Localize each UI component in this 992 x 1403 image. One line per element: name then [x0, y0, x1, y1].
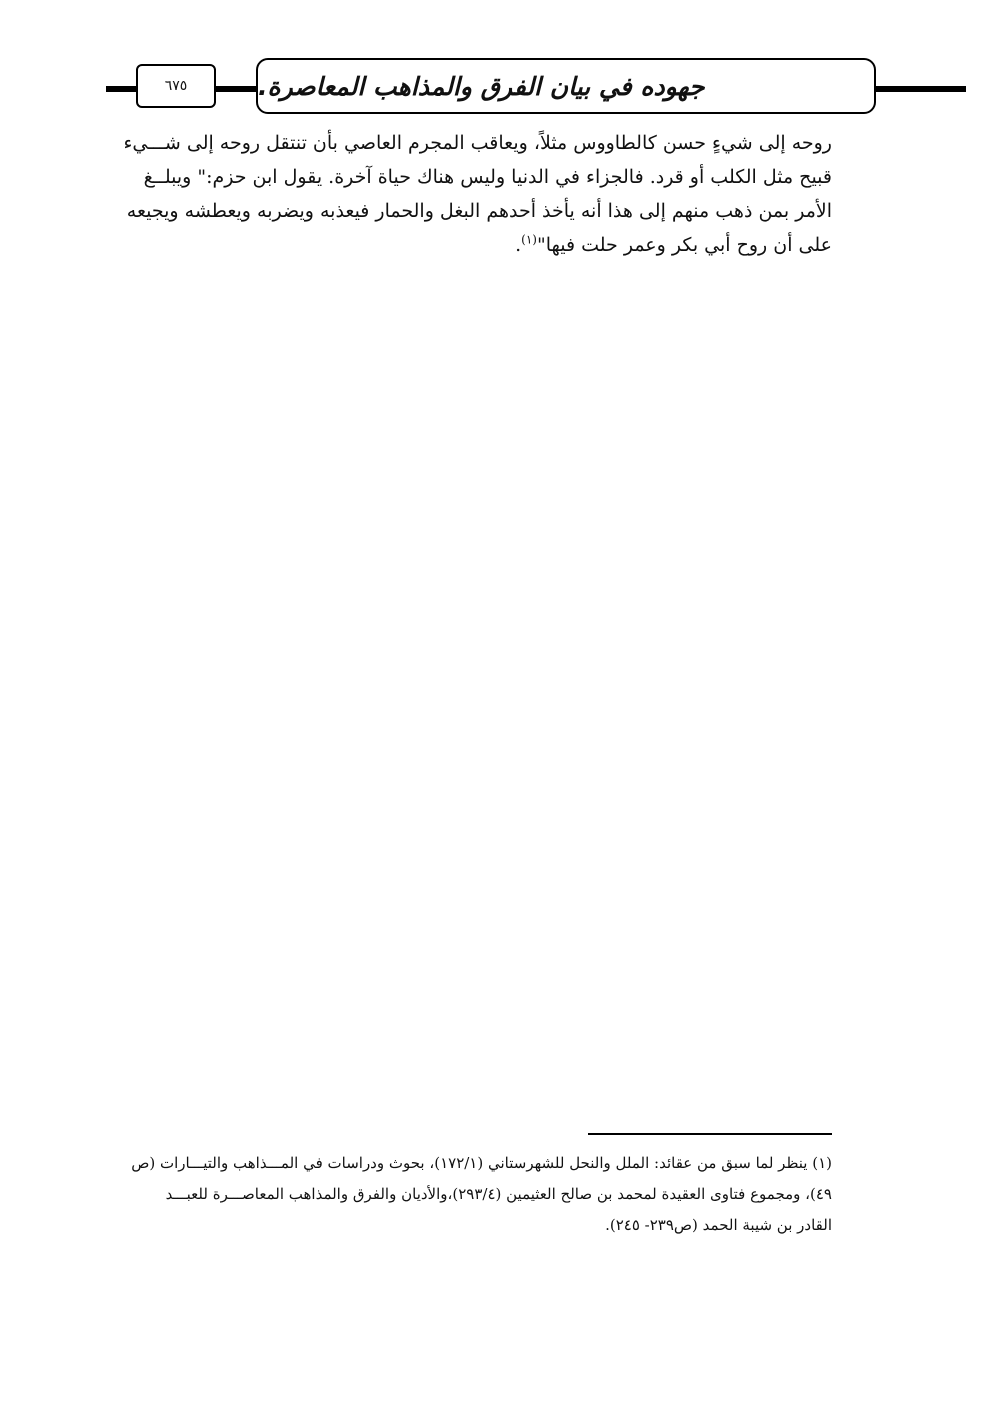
footnotes	[112, 1148, 832, 1241]
header-rule-middle	[216, 86, 258, 92]
running-title: جهوده في بيان الفرق والمذاهب المعاصرة.	[256, 58, 876, 114]
body-last-line-end: .	[515, 234, 522, 256]
body-text	[112, 126, 832, 262]
body-line: روحه إلى شيءٍ حسن كالطاووس مثلاً، ويعاقب المجرم العاصي بأن تنتقل روحه إلى شـــيء	[123, 132, 832, 154]
footnote-line: القادر بن شيبة الحمد (ص٢٣٩- ٢٤٥).	[605, 1216, 832, 1234]
body-line: قبيح مثل الكلب أو قرد. فالجزاء في الدنيا وليس هناك حياة آخرة. يقول ابن حزم:" ويبلــغ	[143, 166, 832, 188]
page-number: ٦٧٥	[136, 64, 216, 108]
header-rule-left	[106, 86, 138, 92]
footnote-marker: (١)	[521, 232, 537, 247]
footnote-line: ٤٩)، ومجموع فتاوى العقيدة لمحمد بن صالح العثيمين (٢٩٣/٤)،والأديان والفرق والمذاهب المعاصـــرة للعبـــد	[165, 1185, 832, 1203]
footnote-separator	[588, 1133, 832, 1135]
body-line: الأمر بمن ذهب منهم إلى هذا أنه يأخذ أحدهم البغل والحمار فيعذبه ويضربه ويعطشه ويجيعه	[126, 200, 832, 222]
footnote-line: (١) ينظر لما سبق من عقائد: الملل والنحل للشهرستاني (١٧٢/١)، بحوث ودراسات في المـــذاهب والتيـــارات (ص	[131, 1154, 832, 1172]
header-rule-right	[874, 86, 966, 92]
body-last-line-text: على أن روح أبي بكر وعمر حلت فيها"	[536, 234, 832, 256]
body-line-last	[112, 228, 832, 262]
